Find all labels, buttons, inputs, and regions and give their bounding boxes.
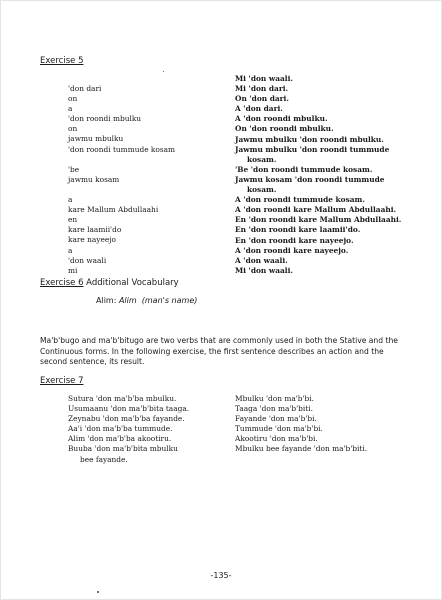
exercise-5-prompt-line: on xyxy=(68,94,78,104)
exercise-7-action-line: Aa'i 'don ma'b'ba tummude. xyxy=(68,424,173,434)
exercise-5-prompt-line: jawmu mbulku xyxy=(68,134,124,144)
exercise-5-prompt-line: 'don roondi mbulku xyxy=(68,114,142,124)
vocab-gloss: Alim (man's name) xyxy=(118,296,198,305)
exercise-5-prompt-line xyxy=(68,155,175,165)
exercise-5-answer-line: En 'don roondi kare laamii'do. xyxy=(235,225,361,235)
exercise-5-answer-line: En 'don roondi kare Mallum Abdullaahi. xyxy=(235,215,402,225)
exercise-5-answer-line: kosam. xyxy=(247,185,277,195)
exercise-6-heading-suffix: Additional Vocabulary xyxy=(83,278,179,288)
exercise-5-prompt-line: kare nayeejo xyxy=(68,235,116,245)
exercise-5-prompts xyxy=(68,84,175,276)
exercise-5-answer-line: kosam. xyxy=(247,154,277,164)
exercise-7-action-line: bee fayande. xyxy=(80,454,128,464)
exercise-5-answer-line: Jawmu kosam 'don roondi tummude xyxy=(235,174,385,184)
exercise-5-answer-line: On 'don roondi mbulku. xyxy=(235,124,334,134)
exercise-5-prompt-line: a xyxy=(68,245,73,255)
exercise-7-results xyxy=(235,394,367,455)
exercise-5-answer-line: A 'don waali. xyxy=(235,255,288,265)
exercise-5-answer-line: Jawmu mbulku 'don roondi tummude xyxy=(235,144,390,154)
exercise-5-prompt-line: 'don dari xyxy=(68,84,102,93)
exercise-5-answer-line: 'Be 'don roondi tummude kosam. xyxy=(235,164,373,174)
exercise-5-answer-line: On 'don dari. xyxy=(235,94,289,104)
exercise-5-prompt-line: 'don waali xyxy=(68,255,107,265)
exercise-7-action-line: Zeynabu 'don ma'b'ba fayande. xyxy=(68,414,185,424)
exercise-5-answer-line: A 'don roondi tummude kosam. xyxy=(235,195,365,205)
exercise-5-answer-line: A 'don roondi kare Mallum Abdullaahi. xyxy=(235,205,397,215)
exercise-5-prompt-line: jawmu kosam xyxy=(68,174,120,184)
exercise-7-action-line: Alim 'don ma'b'ba akootiru. xyxy=(68,434,172,444)
exercise-5-prompt-line: kare Mallum Abdullaahi xyxy=(68,205,159,215)
exercise-5-prompt-line xyxy=(68,185,175,195)
exercise-5-answer-line: Mi 'don waali. xyxy=(235,74,293,83)
exercise-7-heading: Exercise 7 xyxy=(40,376,84,386)
exercise-7-result-line: Mbulku 'don ma'b'bi. xyxy=(235,394,314,403)
exercise-5-answer-line: A 'don dari. xyxy=(235,104,283,114)
exercise-7-action-line: Usumaanu 'don ma'b'bita taaga. xyxy=(68,404,190,414)
exercise-5-prompt-line: mi xyxy=(68,265,78,275)
exercise-7-actions xyxy=(68,394,189,465)
exercise-5-answers xyxy=(235,74,401,276)
exercise-5-prompt-line: on xyxy=(68,124,78,134)
exercise-5-prompt-line: kare laamii'do xyxy=(68,225,122,235)
exercise-5-prompt-line: 'be xyxy=(68,164,80,174)
exercise-5-prompt-line: a xyxy=(68,195,73,205)
vocab-label: Alim: xyxy=(96,296,117,305)
exercise-5-prompt-line: 'don roondi tummude kosam xyxy=(68,144,176,154)
exercise-5-prompt-line: a xyxy=(68,104,73,114)
exercise-5-answer-line: Jawmu mbulku 'don roondi mbulku. xyxy=(235,134,384,144)
exercise-5-answer-line: A 'don roondi kare nayeejo. xyxy=(235,245,349,255)
exercise-6-heading xyxy=(40,278,179,288)
exercise-6-heading-label: Exercise 6 xyxy=(40,278,84,288)
explanation-paragraph: Ma'b'bugo and ma'b'bitugo are two verbs that are commonly used in both the Stative and the Continuous forms. In the following exercise, the first sentence describes an action and the second sentence, its result. xyxy=(40,336,398,367)
exercise-7-result-line: Fayande 'don ma'b'bi. xyxy=(235,414,317,424)
scan-speck xyxy=(97,591,99,593)
exercise-7-action-line: Buuba 'don ma'b'bita mbulku xyxy=(68,444,178,454)
exercise-7-result-line: Tummude 'don ma'b'bi. xyxy=(235,424,323,434)
exercise-7-result-line: Taaga 'don ma'b'biti. xyxy=(235,404,313,414)
exercise-5-answer-line: En 'don roondi kare nayeejo. xyxy=(235,235,354,245)
exercise-5-answer-line: A 'don roondi mbulku. xyxy=(235,114,328,124)
page-number: -135- xyxy=(210,571,232,580)
exercise-7-result-line: Mbulku bee fayande 'don ma'b'biti. xyxy=(235,444,368,454)
exercise-7-result-line: Akootiru 'don ma'b'bi. xyxy=(235,434,318,444)
exercise-5-prompt-line: en xyxy=(68,215,78,225)
exercise-7-action-line: Sutura 'don ma'b'ba mbulku. xyxy=(68,394,177,403)
exercise-5-heading: Exercise 5 xyxy=(40,56,84,66)
scan-speck xyxy=(163,71,164,72)
exercise-5-answer-line: Mi 'don dari. xyxy=(235,84,289,94)
vocabulary-entry xyxy=(96,296,197,305)
exercise-5-answer-line: Mi 'don waali. xyxy=(235,265,293,275)
